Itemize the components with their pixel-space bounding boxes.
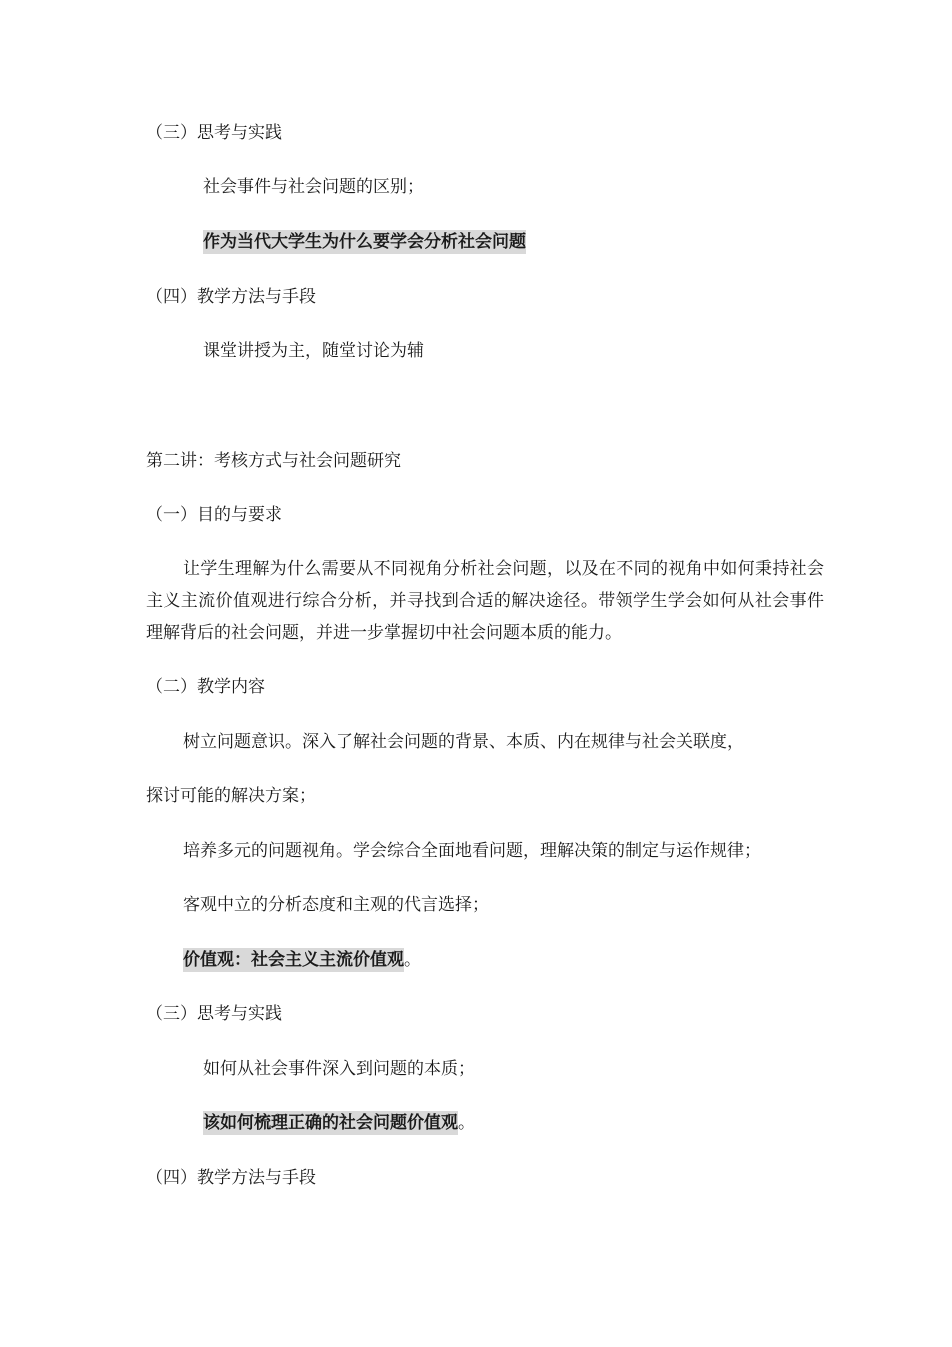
trailing-punctuation: 。	[458, 1113, 475, 1133]
thinking-item-highlight	[203, 1111, 475, 1135]
highlighted-text: 作为当代大学生为什么要学会分析社会问题	[203, 232, 526, 252]
lecture-title: 第二讲：考核方式与社会问题研究	[146, 451, 401, 471]
section-heading-thinking: （三）思考与实践	[146, 123, 282, 143]
thinking-item-highlight	[203, 230, 526, 254]
content-paragraph: 培养多元的问题视角。学会综合全面地看问题，理解决策的制定与运作规律；	[183, 841, 761, 861]
content-paragraph-highlight	[183, 948, 421, 972]
section-heading-thinking: （三）思考与实践	[146, 1004, 282, 1024]
section-heading-goal: （一）目的与要求	[146, 505, 282, 525]
content-paragraph-line: 树立问题意识。深入了解社会问题的背景、本质、内在规律与社会关联度，	[183, 732, 744, 752]
method-text: 课堂讲授为主，随堂讨论为辅	[203, 341, 424, 361]
goal-paragraph: 让学生理解为什么需要从不同视角分析社会问题，以及在不同的视角中如何秉持社会主义主流价值观进行综合分析，并寻找到合适的解决途径。带领学生学会如何从社会事件理解背后的社会问题，并进一步掌握切中社会问题本质的能力。	[146, 559, 824, 643]
thinking-item: 社会事件与社会问题的区别；	[203, 177, 424, 197]
section-heading-method: （四）教学方法与手段	[146, 1168, 316, 1188]
trailing-punctuation: 。	[404, 950, 421, 970]
content-paragraph: 客观中立的分析态度和主观的代言选择；	[183, 895, 489, 915]
highlighted-text: 价值观：社会主义主流价值观	[183, 950, 404, 970]
section-heading-method: （四）教学方法与手段	[146, 287, 316, 307]
section-heading-content: （二）教学内容	[146, 677, 265, 697]
content-paragraph-line: 探讨可能的解决方案；	[146, 786, 316, 806]
highlighted-text: 该如何梳理正确的社会问题价值观	[203, 1113, 458, 1133]
thinking-item: 如何从社会事件深入到问题的本质；	[203, 1059, 475, 1079]
